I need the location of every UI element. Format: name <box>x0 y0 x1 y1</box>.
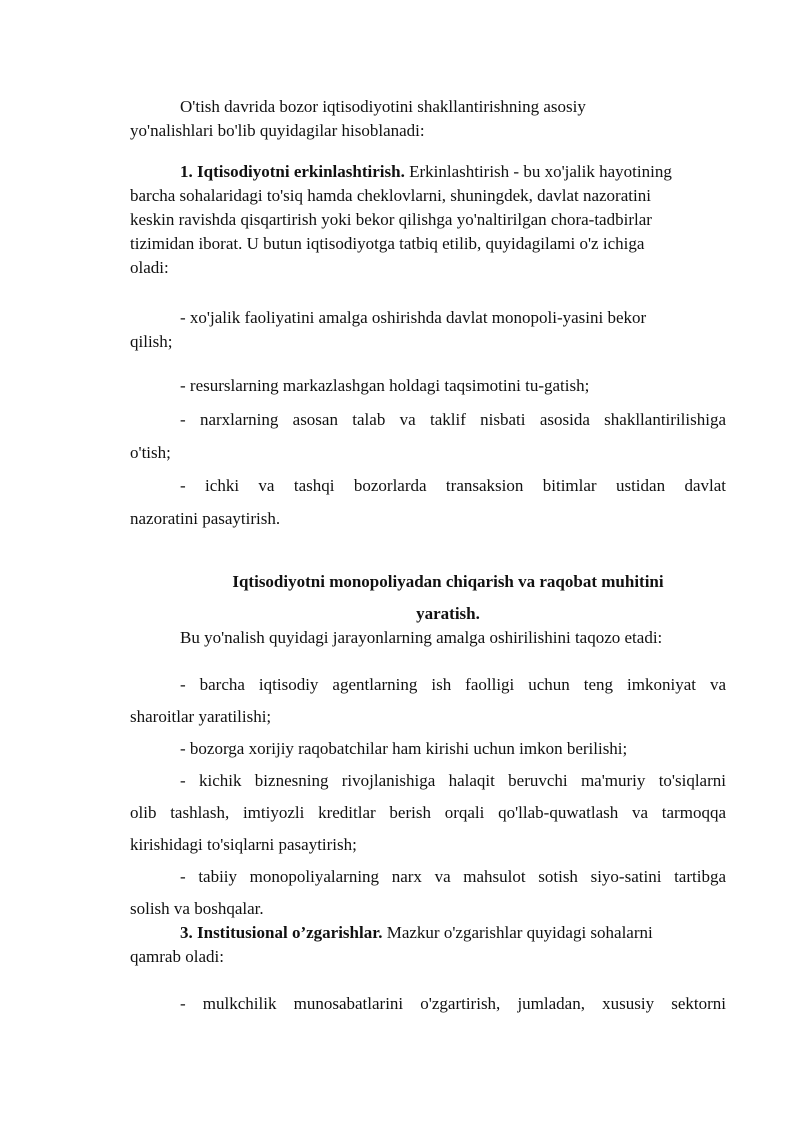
section1-text: tizimidan iborat. U butun iqtisodiyotga tatbiq etilib, quyidagilami o'z ichiga <box>130 234 645 253</box>
list-item: - barcha iqtisodiy agentlarning ish faolligi uchun teng imkoniyat va <box>180 675 726 694</box>
list-item: - xo'jalik faoliyatini amalga oshirishda davlat monopoli-yasini bekor <box>180 308 647 327</box>
list-item: - narxlarning asosan talab va taklif nisbati asosida shakllantirilishiga <box>180 410 726 429</box>
list-item-continuation: o'tish; <box>130 443 171 462</box>
section2-intro: Bu yo'nalish quyidagi jarayonlarning amalga oshirilishini taqozo etadi: <box>180 628 663 647</box>
section1-first-line <box>180 160 726 184</box>
section1-heading: 1. Iqtisodiyotni erkinlashtirish. <box>180 162 405 181</box>
list-item: - kichik biznesning rivojlanishiga halaqit beruvchi ma'muriy to'siqlarni <box>180 771 726 790</box>
list-item: - tabiiy monopoliyalarning narx va mahsulot sotish siyo-satini tartibga <box>180 867 726 886</box>
section1-text: barcha sohalaridagi to'siq hamda cheklovlarni, shuningdek, davlat nazoratini <box>130 186 651 205</box>
section3-text: qamrab oladi: <box>130 947 224 966</box>
section1-text: Erkinlashtirish - bu xo'jalik hayotining <box>404 162 672 181</box>
list-item: - ichki va tashqi bozorlarda transaksion bitimlar ustidan davlat <box>180 476 726 495</box>
list-item-continuation: qilish; <box>130 332 173 351</box>
section1-text: keskin ravishda qisqartirish yoki bekor qilishga yo'naltirilgan chora-tadbirlar <box>130 210 652 229</box>
section1-text: oladi: <box>130 258 169 277</box>
list-item-continuation: olib tashlash, imtiyozli kreditlar berish orqali qo'llab-quwatlash va tarmoqqa <box>130 803 726 822</box>
section2-heading: yaratish. <box>416 604 480 623</box>
list-item-continuation: sharoitlar yaratilishi; <box>130 707 272 726</box>
list-item: - bozorga xorijiy raqobatchilar ham kirishi uchun imkon berilishi; <box>180 739 628 758</box>
section2-heading: Iqtisodiyotni monopoliyadan chiqarish va raqobat muhitini <box>232 572 664 591</box>
section3-first-line <box>180 921 726 945</box>
list-item-continuation: kirishidagi to'siqlarni pasaytirish; <box>130 835 357 854</box>
list-item: - resurslarning markazlashgan holdagi taqsimotini tu-gatish; <box>180 376 590 395</box>
section3-heading: 3. Institusional o’zgarishlar. <box>180 923 383 942</box>
intro-line: yo'nalishlari bo'lib quyidagilar hisoblanadi: <box>130 121 425 140</box>
list-item-continuation: nazoratini pasaytirish. <box>130 509 281 528</box>
list-item-continuation: solish va boshqalar. <box>130 899 264 918</box>
list-item: - mulkchilik munosabatlarini o'zgartirish, jumladan, xususiy sektorni <box>180 994 726 1013</box>
section3-text: Mazkur o'zgarishlar quyidagi sohalarni <box>382 923 653 942</box>
intro-line: O'tish davrida bozor iqtisodiyotini shakllantirishning asosiy <box>180 97 586 116</box>
